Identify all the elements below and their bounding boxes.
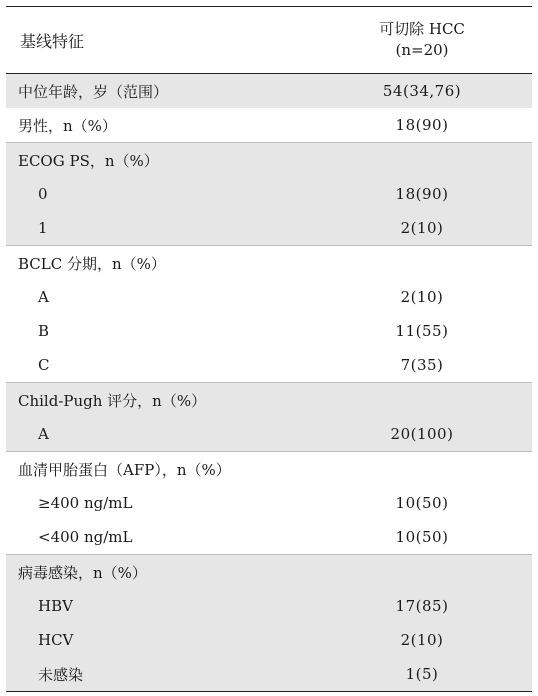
row-value: 18(90) <box>395 116 449 134</box>
table-row-male <box>6 108 532 142</box>
row-value: 2(10) <box>400 288 444 306</box>
table-row-bclc-b <box>6 314 532 348</box>
header-characteristic: 基线特征 <box>20 31 85 51</box>
header-resectable-hcc <box>312 19 532 61</box>
row-label: ≥400 ng/mL <box>38 494 133 512</box>
row-label: 病毒感染，n（%） <box>18 563 147 582</box>
row-label: <400 ng/mL <box>38 528 133 546</box>
row-value: 11(55) <box>395 322 449 340</box>
baseline-characteristics-table <box>6 6 532 692</box>
table-row-bclc-a <box>6 280 532 314</box>
header-resectable-title: 可切除 HCC <box>379 20 465 38</box>
row-label: A <box>38 425 49 443</box>
table-row-afp-low <box>6 520 532 554</box>
table-row-child-pugh <box>6 382 532 417</box>
table-row-afp-high <box>6 486 532 520</box>
table-row-bclc-c <box>6 348 532 382</box>
row-label: 血清甲胎蛋白（AFP），n（%） <box>18 460 231 479</box>
row-value: 7(35) <box>400 356 444 374</box>
header-sample-size: (n=20) <box>395 41 449 59</box>
table-row-ecog-0 <box>6 177 532 211</box>
row-value: 10(50) <box>395 528 449 546</box>
row-label: BCLC 分期，n（%） <box>18 254 166 273</box>
row-label: 1 <box>38 219 48 237</box>
row-value: 1(5) <box>405 665 439 683</box>
row-value: 54(34,76) <box>382 82 462 100</box>
table-row-viral-infection <box>6 554 532 589</box>
table-row-uninfected <box>6 657 532 692</box>
row-label: A <box>38 288 49 306</box>
table-row-hbv <box>6 589 532 623</box>
row-label: 未感染 <box>38 665 84 684</box>
table-header <box>6 6 532 74</box>
table-row-afp <box>6 451 532 486</box>
row-label: Child-Pugh 评分，n（%） <box>18 391 207 410</box>
row-label: 男性，n（%） <box>18 116 117 135</box>
table-row-child-pugh-a <box>6 417 532 451</box>
row-value: 2(10) <box>400 631 444 649</box>
row-value: 10(50) <box>395 494 449 512</box>
table-row-ecog-1 <box>6 211 532 245</box>
row-label: ECOG PS，n（%） <box>18 151 159 170</box>
table-row-bclc <box>6 245 532 280</box>
table-row-ecog <box>6 142 532 177</box>
row-label: C <box>38 356 50 374</box>
row-label: 中位年龄，岁（范围） <box>18 82 169 101</box>
table-row-hcv <box>6 623 532 657</box>
row-label: HBV <box>38 597 73 615</box>
row-value: 17(85) <box>395 597 449 615</box>
table-row-age <box>6 74 532 108</box>
row-value: 18(90) <box>395 185 449 203</box>
row-label: B <box>38 322 50 340</box>
row-value: 2(10) <box>400 219 444 237</box>
row-value: 20(100) <box>390 425 454 443</box>
row-label: HCV <box>38 631 74 649</box>
row-label: 0 <box>38 185 48 203</box>
